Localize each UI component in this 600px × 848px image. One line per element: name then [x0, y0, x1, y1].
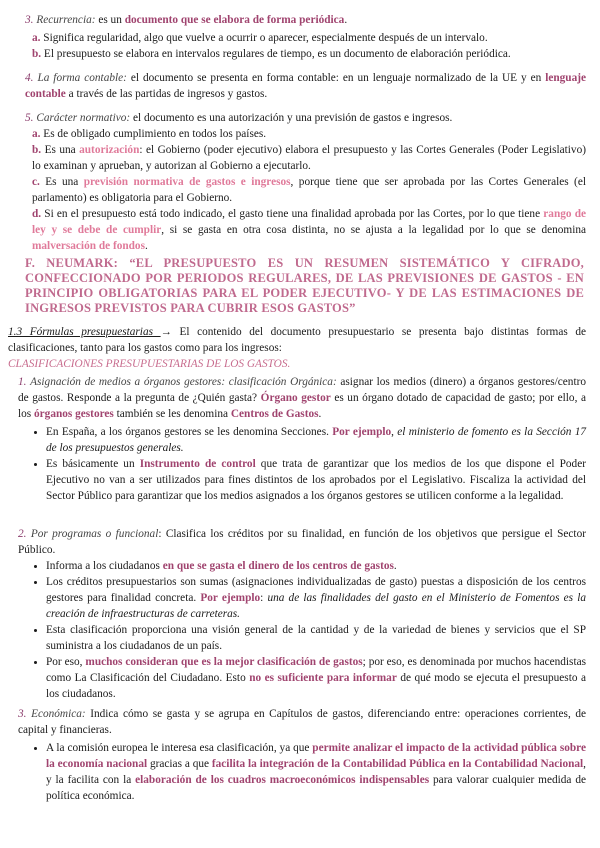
economica-bullets — [0, 740, 586, 804]
list-item: • Informa a los ciudadanos en que se gasta el dinero de los centros de gastos. — [46, 558, 586, 574]
item-recurrencia: 3. Recurrencia: es un documento que se elabora de forma periódica. — [25, 14, 348, 26]
funcional-bullets — [0, 558, 586, 702]
subitem-c: c. Es una previsión normativa de gastos e ingresos, porque tiene que ser aprobada por las Cortes Generales (el parlamento) es obligatoria para el Gobierno. — [32, 176, 586, 204]
subitem-a: a. Es de obligado cumplimiento en todos los países. — [32, 128, 267, 140]
list-item: • Es básicamente un Instrumento de control que trata de garantizar que los medios de los que dispone el Poder Ejecutivo no van a ser utilizados para fines distintos de los aprobados por el Legislativo. Fiscaliza la actividad del Sector Público para garantizar que los medios asignados a los órganos gestores se utilicen conforme a la legalidad. — [46, 456, 586, 504]
list-item: • Esta clasificación proporciona una visión general de la cantidad y de la variedad de bienes y servicios que el SP suministra a los ciudadanos de un país. — [46, 622, 586, 654]
item-funcional: 2. Por programas o funcional: Clasifica los créditos por su finalidad, en función de los objetivos que persigue el Sector Público. — [18, 528, 586, 556]
item-number: 3. — [25, 14, 34, 26]
subitem-b: b. Es una autorización: el Gobierno (poder ejecutivo) elabora el presupuesto y las Cortes Generales (Poder Legislativo) lo examinan y aprueban, y autorizan al Gobierno a ejecutarlo. — [32, 144, 586, 172]
subitem-a: a. Significa regularidad, algo que vuelve a ocurrir o aparecer, especialmente después de un intervalo. — [32, 32, 488, 44]
section-title: 1.3 Fórmulas presupuestarias — [8, 326, 161, 338]
classification-subheading: CLASIFICACIONES PRESUPUESTARIAS DE LOS GASTOS. — [8, 358, 291, 370]
item-caracter-normativo: 5. Carácter normativo: el documento es una autorización y una previsión de gastos e ingresos. — [25, 112, 453, 124]
item-organica: 1. Asignación de medios a órganos gestores: clasificación Orgánica: asignar los medios (dinero) a órganos gestores/centro de gastos. Responde a la pregunta de ¿Quién gasta? Órgano gestor es un órgano dotado de capacidad de gasto; por ello, a los órganos gestores también se les denomina Centros de Gastos. — [18, 376, 586, 420]
subitem-b: b. El presupuesto se elabora en intervalos regulares de tiempo, es un documento de elaboración periódica. — [32, 48, 511, 60]
neumark-quote: F. NEUMARK: “EL PRESUPUESTO ES UN RESUMEN SISTEMÁTICO Y CIFRADO, CONFECCIONADO POR PERIODOS REGULARES, DE LAS PREVISIONES DE GASTOS - EN PRINCIPIO OBLIGATORIAS PARA EL PODER EJECUTIVO- Y DE LAS ESTIMACIONES DE INGRESOS PREVISTOS PARA CUBRIR ESOS GASTOS” — [25, 256, 584, 315]
item-forma-contable: 4. La forma contable: el documento se presenta en forma contable: en un lenguaje normalizado de la UE y en lenguaje contable a través de las partidas de ingresos y gastos. — [25, 72, 587, 100]
item-economica: 3. Económica: Indica cómo se gasta y se agrupa en Capítulos de gastos, diferenciando entre: operaciones corrientes, de capital y financieras. — [18, 708, 586, 736]
subitem-d: d. Si en el presupuesto está todo indicado, el gasto tiene una finalidad aprobada por las Cortes, por lo que tiene rango de ley y se debe de cumplir, si se gasta en otra cosa distinta, no se ajusta a la legalidad por lo que se denomina malversación de fondos. — [32, 208, 586, 252]
list-item: • Los créditos presupuestarios son sumas (asignaciones individualizadas de gasto) puestas a disposición de los centros gestores para finalidad concreta. Por ejemplo: una de las finalidades del gasto en el Ministerio de Fomentos es la creación de infraestructuras de carreteras. — [46, 574, 586, 622]
list-item: • Por eso, muchos consideran que es la mejor clasificación de gastos; por eso, es denominada por muchos hacendistas como La Clasificación del Ciudadano. Esto no es suficiente para informar de qué modo se ejecuta el presupuesto a los ciudadanos. — [46, 654, 586, 702]
organica-bullets — [0, 424, 586, 504]
item-label: Recurrencia: — [36, 14, 96, 26]
list-item: • En España, a los órganos gestores se les denomina Secciones. Por ejemplo, el ministerio de fomento es la Sección 17 de los presupuestos generales. — [46, 424, 586, 456]
list-item: • A la comisión europea le interesa esa clasificación, ya que permite analizar el impacto de la actividad pública sobre la economía nacional gracias a que facilita la integración de la Contabilidad Pública en la Contabilidad Nacional, y la facilita con la elaboración de los cuadros macroeconómicos indispensables para valorar cualquier medida de política económica. — [46, 740, 586, 804]
section-1-3: 1.3 Fórmulas presupuestarias → El contenido del documento presupuestario se presenta bajo distintas formas de clasificaciones, tanto para los gastos como para los ingresos: — [8, 326, 586, 354]
highlight: documento que se elabora de forma periódica — [124, 14, 345, 26]
arrow-icon: → — [160, 326, 172, 338]
